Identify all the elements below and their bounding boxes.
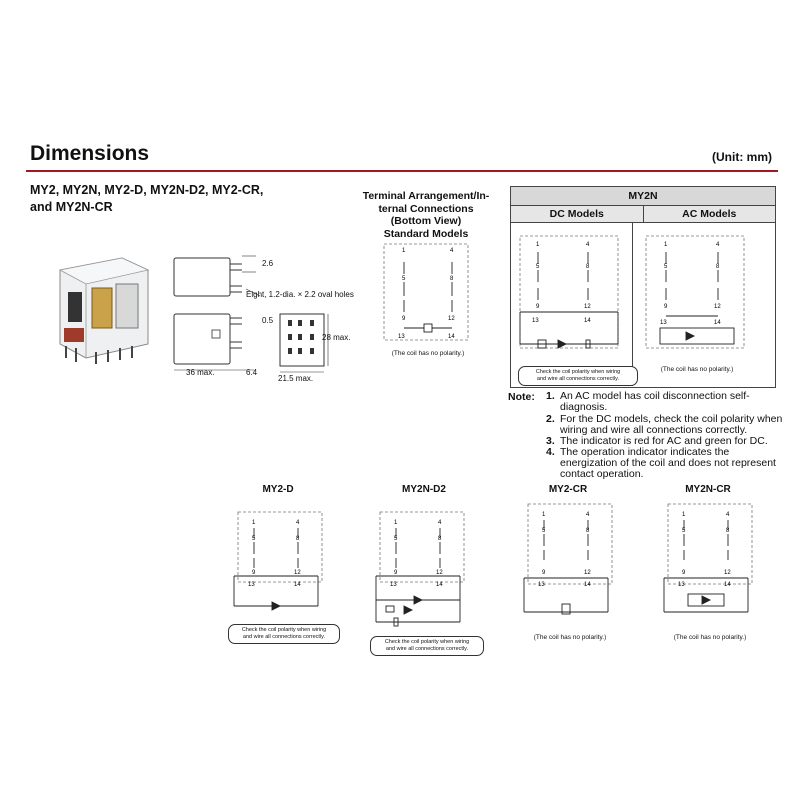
svg-text:9: 9: [664, 304, 668, 310]
svg-text:12: 12: [294, 570, 301, 576]
note-item-4: [546, 447, 776, 480]
dim-36: 36 max.: [186, 368, 215, 377]
dc-models-heading: DC Models: [511, 206, 644, 222]
my2n-dc-schematic: [514, 232, 628, 360]
my2ncr-schematic: [660, 500, 760, 620]
dim-0-5: 0.5: [262, 316, 274, 325]
svg-text:5: 5: [682, 528, 686, 534]
svg-text:14: 14: [448, 334, 455, 340]
dim-2-6: 2.6: [262, 259, 274, 268]
my2d-note-line1: Check the coil polarity when wiring: [241, 627, 327, 633]
my2nd2-note: [370, 636, 484, 656]
svg-text:13: 13: [678, 582, 685, 588]
ac-models-heading: AC Models: [682, 208, 737, 220]
svg-text:13: 13: [660, 320, 667, 326]
svg-text:1: 1: [542, 512, 546, 518]
my2cr-caption: (The coil has no polarity.): [533, 634, 607, 641]
svg-text:14: 14: [584, 318, 591, 324]
svg-text:12: 12: [448, 316, 455, 322]
svg-text:8: 8: [438, 536, 442, 542]
svg-text:1: 1: [402, 248, 406, 254]
terminal-heading-line4: Standard Models: [383, 227, 469, 240]
models-heading: [30, 182, 300, 216]
note-num-2: 2.: [546, 413, 555, 425]
svg-text:13: 13: [398, 334, 405, 340]
note-1-line2: diagnosis.: [560, 401, 608, 413]
svg-text:12: 12: [724, 570, 731, 576]
svg-text:12: 12: [436, 570, 443, 576]
relay-illustration: [52, 248, 152, 370]
note-2-line1: For the DC models, check the coil polarity when: [560, 413, 783, 425]
svg-text:1: 1: [394, 520, 398, 526]
my2ncr-title: MY2N-CR: [685, 484, 731, 495]
my2d-schematic: [230, 508, 330, 618]
note-label: Note:: [508, 391, 535, 403]
svg-text:5: 5: [252, 536, 256, 542]
my2cr-schematic: [520, 500, 620, 620]
models-heading-line1: MY2, MY2N, MY2-D, MY2N-D2, MY2-CR,: [30, 183, 264, 197]
dimension-bottom-view: [276, 312, 352, 376]
svg-text:4: 4: [296, 520, 300, 526]
terminal-heading-line1: Terminal Arrangement/In-: [362, 190, 490, 202]
svg-text:4: 4: [450, 248, 454, 254]
svg-text:9: 9: [542, 570, 546, 576]
terminal-schematic-standard: [380, 240, 476, 346]
note-item-1: [546, 391, 750, 413]
svg-text:14: 14: [724, 582, 731, 588]
page-title: Dimensions: [30, 142, 150, 165]
my2n-ac-caption: (The coil has no polarity.): [660, 366, 734, 373]
note-4-line3: contact operation.: [560, 468, 644, 480]
svg-text:5: 5: [394, 536, 398, 542]
note-num-4: 4.: [546, 446, 555, 458]
my2d-note-line2: and wire all connections correctly.: [242, 634, 326, 640]
dim-21-5: 21.5 max.: [278, 374, 314, 383]
terminal-heading-line3: (Bottom View): [390, 215, 462, 227]
svg-text:13: 13: [532, 318, 539, 324]
dim-oval-holes: Eight, 1.2-dia. × 2.2 oval holes: [246, 290, 354, 299]
my2n-panel-divider: [632, 222, 633, 386]
note-4-line2: energization of the coil and does not represent: [560, 457, 776, 469]
svg-text:14: 14: [436, 582, 443, 588]
my2n-dc-note: [518, 366, 638, 386]
svg-text:5: 5: [402, 276, 406, 282]
my2nd2-title: MY2N-D2: [402, 484, 446, 495]
my2nd2-note-line1: Check the coil polarity when wiring: [384, 639, 470, 645]
note-num-3: 3.: [546, 435, 555, 447]
note-4-line1: The operation indicator indicates the: [560, 446, 730, 458]
svg-text:5: 5: [542, 528, 546, 534]
svg-text:14: 14: [584, 582, 591, 588]
svg-text:5: 5: [536, 264, 540, 270]
svg-text:4: 4: [586, 242, 590, 248]
svg-text:8: 8: [586, 528, 590, 534]
svg-text:8: 8: [716, 264, 720, 270]
terminal-heading-line2: ternal Connections: [378, 202, 474, 215]
my2cr-title: MY2-CR: [548, 484, 588, 495]
note-3-line1: The indicator is red for AC and green for DC.: [560, 435, 768, 447]
svg-text:9: 9: [536, 304, 540, 310]
svg-text:12: 12: [714, 304, 721, 310]
title-rule: [26, 170, 778, 172]
svg-text:14: 14: [294, 582, 301, 588]
dim-6-4: 6.4: [246, 368, 258, 377]
svg-text:9: 9: [252, 570, 256, 576]
svg-text:13: 13: [538, 582, 545, 588]
svg-text:4: 4: [586, 512, 590, 518]
terminal-heading: [356, 190, 496, 240]
my2d-title: MY2-D: [262, 484, 294, 495]
svg-text:1: 1: [682, 512, 686, 518]
svg-text:9: 9: [682, 570, 686, 576]
my2nd2-schematic: [372, 508, 472, 632]
models-heading-line2: and MY2N-CR: [30, 200, 113, 214]
my2n-dc-note-line1: Check the coil polarity when wiring: [535, 369, 621, 375]
note-1-line1: An AC model has coil disconnection self-: [560, 390, 750, 402]
svg-text:8: 8: [586, 264, 590, 270]
my2ncr-caption: (The coil has no polarity.): [673, 634, 747, 641]
svg-text:14: 14: [714, 320, 721, 326]
svg-text:9: 9: [394, 570, 398, 576]
svg-text:5: 5: [664, 264, 668, 270]
dim-28: 28 max.: [322, 333, 351, 342]
svg-text:13: 13: [248, 582, 255, 588]
svg-text:1: 1: [252, 520, 256, 526]
unit-label: (Unit: mm): [712, 150, 772, 164]
standard-caption: (The coil has no polarity.): [391, 350, 465, 357]
svg-text:4: 4: [726, 512, 730, 518]
note-item-2: [546, 414, 782, 436]
svg-text:4: 4: [716, 242, 720, 248]
svg-text:12: 12: [584, 570, 591, 576]
my2n-dc-note-line2: and wire all connections correctly.: [536, 376, 620, 382]
svg-text:13: 13: [390, 582, 397, 588]
my2nd2-note-line2: and wire all connections correctly.: [385, 646, 469, 652]
svg-text:1: 1: [536, 242, 540, 248]
svg-text:4: 4: [438, 520, 442, 526]
my2n-ac-schematic: [640, 232, 754, 356]
my2d-note: [228, 624, 340, 644]
svg-text:8: 8: [450, 276, 454, 282]
svg-text:8: 8: [726, 528, 730, 534]
note-num-1: 1.: [546, 390, 555, 402]
svg-text:8: 8: [296, 536, 300, 542]
my2n-panel-subheads: [511, 206, 775, 223]
svg-text:1: 1: [664, 242, 668, 248]
svg-text:12: 12: [584, 304, 591, 310]
my2n-panel-title: MY2N: [511, 187, 775, 206]
note-2-line2: wiring and wire all connections correctly.: [560, 424, 748, 436]
svg-text:9: 9: [402, 316, 406, 322]
